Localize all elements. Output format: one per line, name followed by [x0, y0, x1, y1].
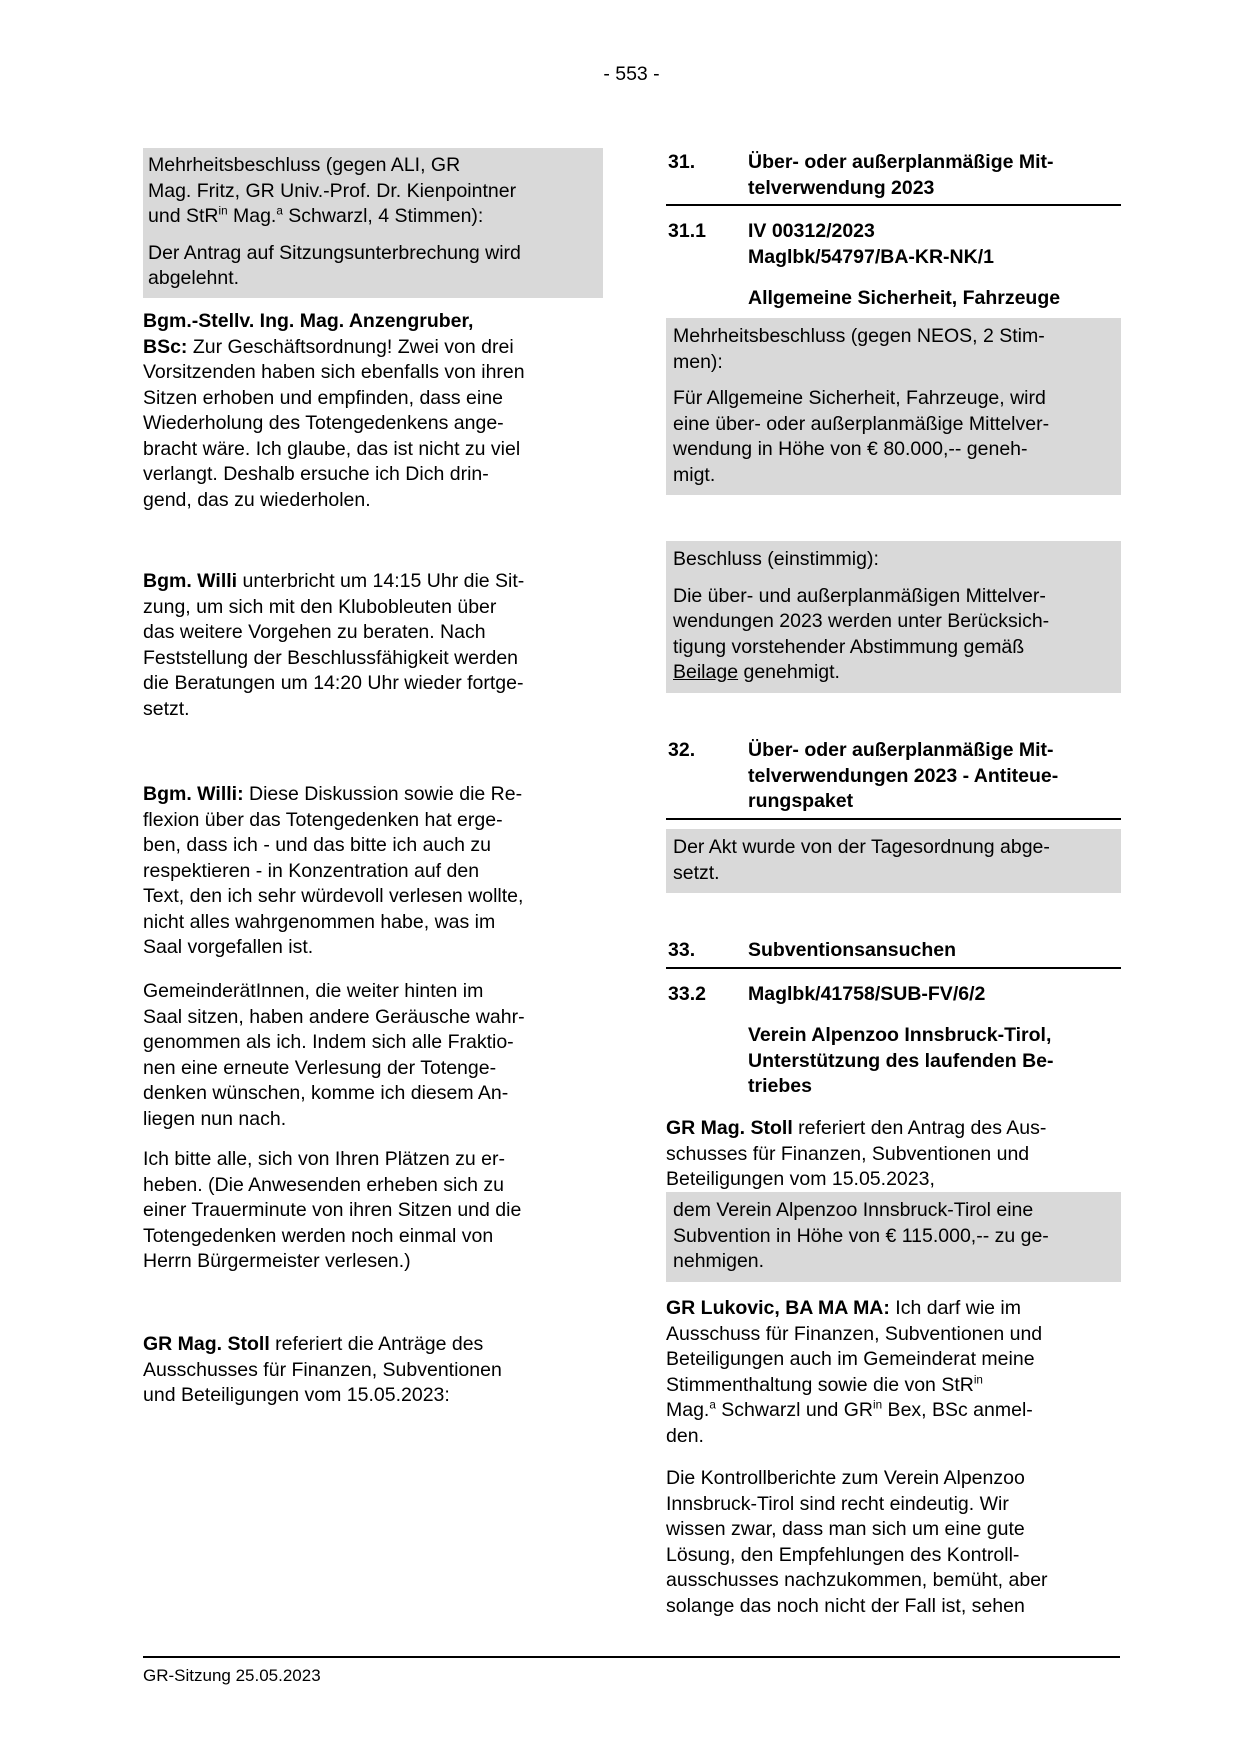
text-run: Lösung, den Empfehlungen des Kontroll-	[666, 1543, 1020, 1566]
text-run: triebes	[748, 1075, 812, 1097]
para-kontrollberichte	[666, 1466, 1121, 1619]
text-run: nehmigen.	[673, 1250, 765, 1272]
section-number: 32.	[668, 739, 696, 761]
highlighted-paragraph	[673, 584, 1113, 686]
text-run: GemeinderätInnen, die weiter hinten im	[143, 980, 484, 1002]
text-run: schusses für Finanzen, Subventionen und	[666, 1142, 1030, 1165]
text-run: wendung in Höhe von € 80.000,-- geneh-	[673, 438, 1028, 460]
para-gemeinderaete	[143, 979, 603, 1132]
highlighted-paragraph	[148, 241, 595, 292]
text-run: nicht alles wahrgenommen habe, was im	[143, 910, 496, 933]
text-run: Saal vorgefallen ist.	[143, 936, 314, 958]
text-run: Ich darf wie im	[889, 1297, 1022, 1319]
text-run: eine über- oder außerplanmäßige Mittelver-	[673, 412, 1050, 435]
text-run: und StR	[148, 205, 219, 227]
text-run: Subventionsansuchen	[748, 939, 957, 961]
text-run: gend, das zu wiederholen.	[143, 488, 371, 511]
text-run: ausschusses nachzukommen, bemüht, aber	[666, 1569, 1048, 1591]
para-stoll-antraege	[143, 1332, 603, 1409]
section-title	[748, 938, 1121, 964]
subnum-33-2	[666, 982, 1121, 1008]
text-run: nen eine erneute Verlesung der Totenge-	[143, 1056, 497, 1079]
section-number: 31.1	[668, 220, 706, 242]
text-run: verlangt. Deshalb ersuche ich Dich drin-	[143, 463, 489, 485]
text-run: Diese Diskussion sowie die Re-	[243, 783, 523, 805]
text-run: rungspaket	[748, 790, 854, 812]
superscript-text: a	[276, 204, 283, 218]
highlighted-paragraph	[148, 153, 595, 230]
text-run: Bgm.-Stellv. Ing. Mag. Anzengruber,	[143, 310, 474, 332]
text-run: BSc:	[143, 335, 188, 358]
heading-32	[666, 738, 1121, 820]
box-mehrheitsbeschluss-neos	[666, 318, 1121, 495]
superscript-text: in	[873, 1398, 883, 1412]
text-run: Bgm. Willi:	[143, 783, 244, 805]
superscript-text: a	[709, 1398, 716, 1412]
text-run: Mag.	[227, 205, 277, 227]
para-willi-unterbrechung	[143, 569, 603, 722]
right-column	[666, 0, 1121, 1754]
text-run: men):	[673, 350, 723, 373]
text-run: abgelehnt.	[148, 267, 240, 289]
text-run: referiert die Anträge des	[269, 1333, 484, 1355]
text-run: telverwendung 2023	[748, 176, 935, 199]
text-run: Verein Alpenzoo Innsbruck-Tirol,	[748, 1024, 1052, 1046]
text-run: Die über- und außerplanmäßigen Mittelver-	[673, 584, 1046, 607]
text-run: heben. (Die Anwesenden erheben sich zu	[143, 1173, 504, 1196]
section-number: 31.	[668, 151, 696, 173]
text-run: Maglbk/54797/BA-KR-NK/1	[748, 245, 994, 268]
text-run: Herrn Bürgermeister verlesen.)	[143, 1250, 411, 1272]
highlighted-paragraph	[673, 1198, 1113, 1275]
text-run: Stimmenthaltung sowie die von StR	[666, 1373, 974, 1396]
text-run: genommen als ich. Indem sich alle Fraktio-	[143, 1031, 514, 1053]
text-run: Schwarzl, 4 Stimmen):	[282, 205, 484, 227]
highlighted-paragraph	[673, 324, 1113, 375]
box-akt-abgesetzt	[666, 829, 1121, 893]
superscript-text: in	[973, 1373, 983, 1386]
text-run: solange das noch nicht der Fall ist, sehen	[666, 1594, 1025, 1617]
text-run: Wiederholung des Totengedenkens ange-	[143, 412, 504, 434]
text-run: Mehrheitsbeschluss (gegen NEOS, 2 Stim-	[673, 325, 1045, 347]
text-run: Ich bitte alle, sich von Ihren Plätzen zu er-	[143, 1148, 506, 1170]
text-run: Beteiligungen vom 15.05.2023,	[666, 1168, 935, 1190]
text-run: dem Verein Alpenzoo Innsbruck-Tirol eine	[673, 1199, 1034, 1221]
text-run: Ausschusses für Finanzen, Subventionen	[143, 1358, 502, 1381]
section-title	[748, 219, 1121, 270]
text-run: genehmigt.	[738, 661, 840, 683]
text-run: Mehrheitsbeschluss (gegen ALI, GR	[148, 154, 461, 176]
text-run: Unterstützung des laufenden Be-	[748, 1049, 1054, 1072]
box-subvention-alpenzoo	[666, 1192, 1121, 1282]
text-run: Mag. Fritz, GR Univ.-Prof. Dr. Kienpointner	[148, 179, 517, 202]
highlighted-paragraph	[673, 386, 1113, 488]
subtitle-31-1	[666, 286, 1121, 312]
text-run: und Beteiligungen vom 15.05.2023:	[143, 1384, 450, 1406]
box-mehrheitsbeschluss-ali	[143, 148, 603, 298]
page-footer: GR-Sitzung 25.05.2023	[143, 1656, 1120, 1686]
section-title	[748, 982, 1121, 1008]
para-willi-diskussion	[143, 782, 603, 961]
text-run: zung, um sich mit den Klubobleuten über	[143, 595, 497, 618]
text-run: respektieren - in Konzentration auf den	[143, 859, 480, 882]
text-run: den.	[666, 1424, 704, 1447]
section-title	[748, 738, 1121, 815]
text-run: die Beratungen um 14:20 Uhr wieder fortge-	[143, 672, 524, 694]
text-run: Beteiligungen auch im Gemeinderat meine	[666, 1348, 1035, 1370]
text-run: Bex, BSc anmel-	[882, 1399, 1033, 1421]
text-run: Innsbruck-Tirol sind recht eindeutig. Wir	[666, 1492, 1009, 1515]
section-title	[748, 150, 1121, 201]
heading-31	[666, 150, 1121, 206]
text-run: Bgm. Willi	[143, 570, 238, 592]
text-run: einer Trauerminute von ihren Sitzen und die	[143, 1199, 522, 1221]
text-run: Allgemeine Sicherheit, Fahrzeuge	[748, 287, 1061, 309]
text-run: wendungen 2023 werden unter Berücksich-	[673, 610, 1050, 632]
text-run: tigung vorstehender Abstimmung gemäß	[673, 635, 1025, 658]
text-run: setzt.	[143, 697, 190, 720]
text-run: bracht wäre. Ich glaube, das ist nicht zu viel	[143, 437, 521, 460]
para-lukovic	[666, 1296, 1121, 1449]
para-stoll-antrag	[666, 1116, 1121, 1193]
text-run: Über- oder außerplanmäßige Mit-	[748, 739, 1054, 761]
text-run: Für Allgemeine Sicherheit, Fahrzeuge, wird	[673, 387, 1046, 409]
page-number: - 553 -	[603, 63, 660, 85]
text-run: IV 00312/2023	[748, 220, 875, 242]
text-run: denken wünschen, komme ich diesem An-	[143, 1082, 509, 1104]
subnum-31-1	[666, 219, 1121, 270]
section-number: 33.	[668, 939, 696, 961]
text-run: Feststellung der Beschlussfähigkeit werden	[143, 646, 519, 669]
text-run: Der Antrag auf Sitzungsunterbrechung wird	[148, 241, 521, 264]
heading-33	[666, 938, 1121, 969]
text-run: Über- oder außerplanmäßige Mit-	[748, 151, 1054, 173]
text-run: Schwarzl und GR	[715, 1399, 874, 1421]
text-run: unterbricht um 14:15 Uhr die Sit-	[237, 570, 525, 592]
text-run: Beschluss (einstimmig):	[673, 548, 879, 570]
left-column	[143, 0, 603, 1754]
text-run: ben, dass ich - und das bitte ich auch zu	[143, 834, 491, 856]
text-run: wissen zwar, dass man sich um eine gute	[666, 1518, 1025, 1540]
text-run: GR Mag. Stoll	[143, 1333, 270, 1355]
text-run: liegen nun nach.	[143, 1107, 287, 1130]
subtitle-33-2	[666, 1023, 1121, 1100]
text-run: telverwendungen 2023 - Antiteue-	[748, 764, 1059, 787]
box-beschluss-einstimmig	[666, 541, 1121, 693]
text-run: Der Akt wurde von der Tagesordnung abge-	[673, 836, 1050, 858]
text-run: Text, den ich sehr würdevoll verlesen wollte,	[143, 885, 524, 907]
text-run: referiert den Antrag des Aus-	[792, 1117, 1047, 1139]
text-run: Saal sitzen, haben andere Geräusche wahr-	[143, 1005, 525, 1028]
para-anzengruber	[143, 309, 603, 513]
para-trauerminute	[143, 1147, 603, 1275]
text-run: Subvention in Höhe von € 115.000,-- zu ge-	[673, 1224, 1049, 1247]
text-run: Sitzen erhoben und empfinden, dass eine	[143, 386, 503, 409]
highlighted-paragraph	[673, 835, 1113, 886]
text-run: setzt.	[673, 861, 720, 884]
section-number: 33.2	[668, 983, 706, 1005]
text-run: Beilage	[673, 661, 739, 683]
text-run: migt.	[673, 463, 716, 486]
highlighted-paragraph	[673, 547, 1113, 573]
text-run: Die Kontrollberichte zum Verein Alpenzoo	[666, 1467, 1025, 1489]
text-run: Vorsitzenden haben sich ebenfalls von ihren	[143, 361, 525, 383]
text-run: Maglbk/41758/SUB-FV/6/2	[748, 983, 986, 1005]
text-run: Ausschuss für Finanzen, Subventionen und	[666, 1322, 1043, 1345]
text-run: Totengedenken werden noch einmal von	[143, 1224, 494, 1247]
superscript-text: in	[218, 204, 228, 218]
text-run: das weitere Vorgehen zu beraten. Nach	[143, 621, 486, 643]
text-run: Zur Geschäftsordnung! Zwei von drei	[187, 335, 514, 358]
text-run: GR Lukovic, BA MA MA:	[666, 1297, 890, 1319]
text-run: flexion über das Totengedenken hat erge-	[143, 808, 503, 831]
text-run: Mag.	[666, 1399, 710, 1421]
text-run: GR Mag. Stoll	[666, 1117, 793, 1139]
